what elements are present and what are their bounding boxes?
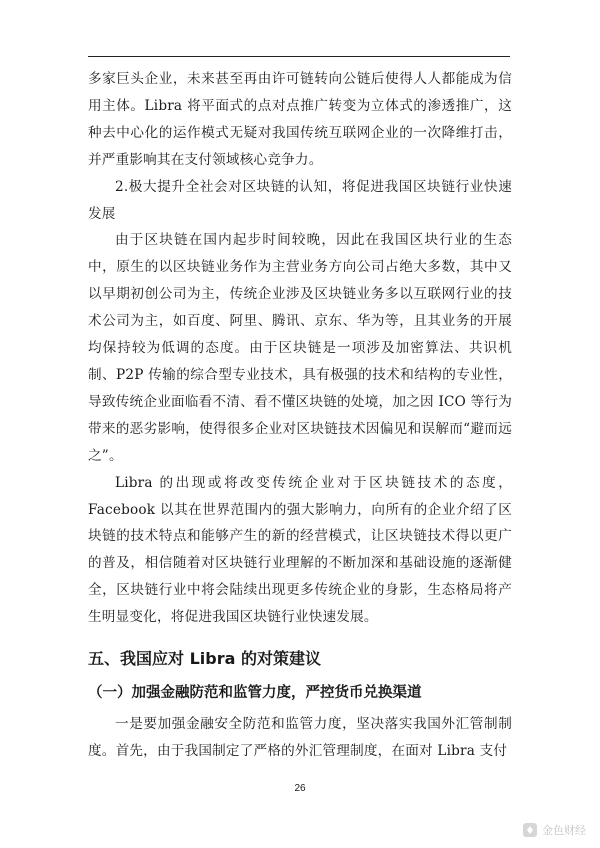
- subsection-heading: （一）加强金融防范和监管力度，严控货币兑换渠道: [88, 685, 422, 702]
- paragraph-forex-control: 一是要加强金融安全防范和监管力度，坚决落实我国外汇管制制度。首先，由于我国制定了严格的外汇管理制度，在面对 Libra 支付: [88, 716, 512, 759]
- numbered-point-heading: 2.极大提升全社会对区块链的认知，将促进我国区块链行业快速发展: [88, 178, 512, 222]
- watermark-logo-icon: [522, 822, 538, 838]
- header-rule: [88, 56, 510, 57]
- page-body: [88, 66, 512, 765]
- watermark: [522, 822, 586, 838]
- paragraph-libra-impact: Libra 的出现或将改变传统企业对于区块链技术的态度，Facebook 以其在世界范围内的强大影响力，向所有的企业介绍了区块链的技术特点和能够产生的新的经营模式，让区块链技术得以更广的普及，相信随着对区块链行业理解的不断加深和基础设施的逐渐健全，区块链行业中将会陆续出现更多传统企业的身影，生态格局将产生明显变化，将促进我国区块链行业快速发展。: [88, 474, 512, 626]
- paragraph-blockchain-ecosystem: 由于区块链在国内起步时间较晚，因此在我国区块行业的生态中，原生的以区块链业务作为主营业务方向公司占绝大多数，其中又以早期初创公司为主，传统企业涉及区块链业务多以互联网行业的技术公司为主，如百度、阿里、腾讯、京东、华为等，且其业务的开展均保持较为低调的态度。由于区块链是一项涉及加密算法、共识机制、P2P 传输的综合型专业技术，具有极强的技术和结构的专业性，导致传统企业面临看不清、看不懂区块链的处境，加之因 ICO 等行为带来的恶劣影响，使得很多企业对区块链技术因偏见和误解而“避而远之”。: [88, 232, 512, 464]
- paragraph-continuation: 多家巨头企业，未来甚至再由许可链转向公链后使得人人都能成为信用主体。Libra 将平面式的点对点推广转变为立体式的渗透推广，这种去中心化的运作模式无疑对我国传统互联网企业的一次降维打击，并严重影响其在支付领域核心竞争力。: [88, 71, 512, 168]
- watermark-text: 金色财经: [542, 824, 586, 837]
- section-heading: 五、我国应对 Libra 的对策建议: [88, 649, 321, 669]
- page-number: 26: [294, 783, 306, 794]
